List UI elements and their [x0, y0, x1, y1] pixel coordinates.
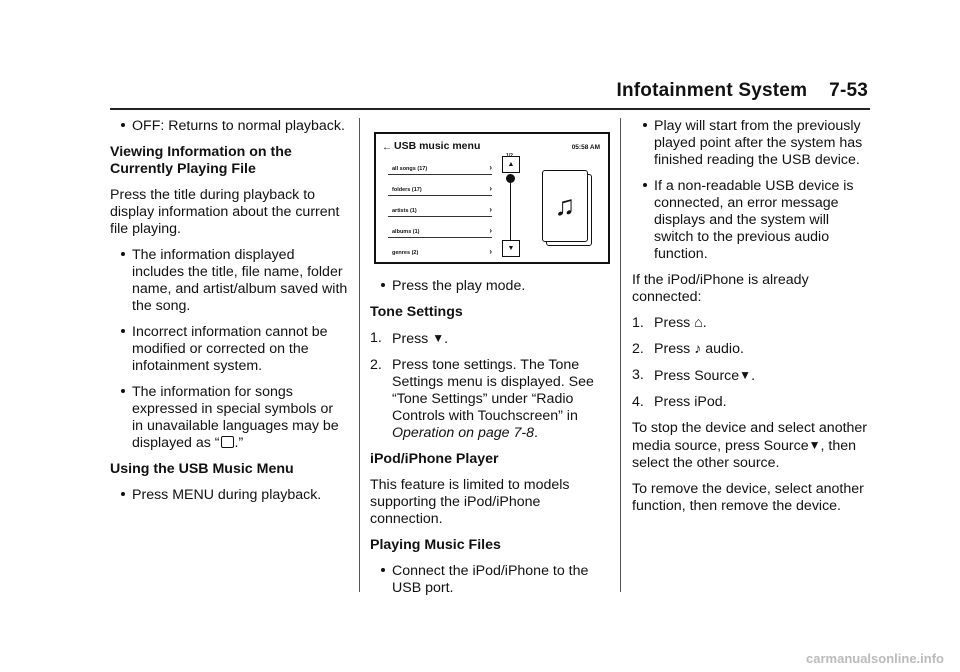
- step-item: [370, 330, 608, 348]
- music-note-icon: ♫: [542, 170, 588, 242]
- paragraph: To remove the device, select another function, then remove the device.: [632, 481, 864, 514]
- down-triangle-icon: ▼: [808, 438, 821, 452]
- header-title: [617, 80, 869, 102]
- step-text-end: .: [751, 368, 756, 384]
- menu-row-label: folders (17): [392, 187, 422, 193]
- step-item: [632, 367, 870, 385]
- paragraph-text-end: , then select the other source.: [632, 438, 857, 471]
- step-item: [632, 315, 870, 332]
- chevron-right-icon: ›: [489, 226, 492, 235]
- step-text-end: audio.: [705, 341, 744, 357]
- step-item: [370, 357, 608, 442]
- home-icon: ⌂: [694, 315, 703, 331]
- menu-row-label: all songs (17): [392, 166, 428, 172]
- step-number: 1.: [632, 315, 644, 331]
- chevron-right-icon: ›: [489, 205, 492, 214]
- step-item: [632, 394, 870, 411]
- bullet-item: If a non-readable USB device is connected, an error message displays and the system will switch to the previous audio function.: [632, 178, 870, 263]
- menu-row-label: genres (2): [392, 250, 419, 256]
- page-indicator: 1/2: [506, 153, 513, 159]
- menu-row-label: artists (1): [392, 208, 417, 214]
- step-number: 4.: [632, 394, 644, 410]
- menu-row-folders: [388, 175, 492, 196]
- down-triangle-icon: ▼: [739, 368, 752, 382]
- bullet-text: The information for songs expressed in special symbols or in unavailable languages may be displayed as “: [132, 384, 339, 451]
- page-number: 7-53: [829, 80, 868, 101]
- subheading: Using the USB Music Menu: [110, 461, 294, 477]
- step-number: 1.: [370, 330, 382, 346]
- step-text: Press: [392, 331, 429, 347]
- chevron-right-icon: ›: [489, 184, 492, 193]
- column-left: [110, 118, 348, 513]
- page-reference: Operation on page 7-8: [392, 425, 534, 441]
- section-title: Infotainment System: [616, 80, 808, 101]
- subheading: Playing Music Files: [370, 537, 501, 553]
- scroll-track: [510, 178, 511, 240]
- step-text: Press: [654, 315, 691, 331]
- menu-row-all-songs: [388, 154, 492, 175]
- menu-row-genres: [388, 238, 492, 258]
- page-header: [110, 78, 870, 110]
- step-text-end: .: [444, 331, 449, 347]
- scroll-thumb: [506, 174, 515, 183]
- subheading: iPod/iPhone Player: [370, 451, 499, 467]
- step-number: 2.: [632, 341, 644, 357]
- step-text: Press iPod.: [654, 394, 727, 410]
- step-text: Press Source: [654, 368, 740, 384]
- paragraph: If the iPod/iPhone is already connected:: [632, 272, 809, 305]
- subheading: Viewing Information on the Currently Playing File: [110, 144, 292, 177]
- bullet-item: Press the play mode.: [370, 278, 608, 295]
- paragraph: [632, 420, 870, 472]
- column-divider: [620, 118, 621, 592]
- step-text: Press tone settings. The Tone Settings menu is displayed. See “Tone Settings” under “Radio Controls with Touchscreen” in: [392, 357, 594, 424]
- menu-row-artists: [388, 196, 492, 217]
- scroll-down-icon: ▼: [502, 240, 520, 257]
- music-note-icon: ♪: [694, 341, 702, 357]
- bullet-item: Press MENU during playback.: [110, 487, 348, 504]
- chevron-right-icon: ›: [489, 247, 492, 256]
- paragraph: Press the title during playback to display information about the current file playing.: [110, 187, 340, 237]
- paragraph: This feature is limited to models supporting the iPod/iPhone connection.: [370, 477, 570, 527]
- menu-row-label: albums (1): [392, 229, 420, 235]
- step-text: Press: [654, 341, 691, 357]
- bullet-item: [110, 384, 348, 452]
- bullet-item: Connect the iPod/iPhone to the USB port.: [370, 563, 608, 597]
- step-number: 3.: [632, 367, 644, 383]
- usb-music-menu-screenshot: [374, 132, 610, 264]
- screen-title: USB music menu: [394, 140, 481, 152]
- back-arrow-icon: ←: [382, 142, 392, 153]
- step-text-end: .: [533, 425, 538, 441]
- chevron-right-icon: ›: [489, 163, 492, 172]
- step-text-end: .: [702, 315, 707, 331]
- step-number: 2.: [370, 357, 382, 373]
- paragraph-text: To stop the device and select another media source, press Source: [632, 420, 868, 454]
- subheading: Tone Settings: [370, 304, 463, 320]
- bullet-item: OFF: Returns to normal playback.: [110, 118, 348, 135]
- watermark: carmanualsonline.info: [806, 651, 944, 666]
- column-divider: [359, 118, 360, 592]
- scroll-up-icon: ▲: [502, 156, 520, 173]
- column-middle: [370, 118, 608, 606]
- bullet-text-end: .”: [234, 435, 244, 451]
- menu-row-albums: [388, 217, 492, 238]
- bullet-item: Play will start from the previously played point after the system has finished reading the USB device.: [632, 118, 870, 169]
- screen-time: 05:58 AM: [571, 144, 600, 151]
- step-item: [632, 341, 870, 358]
- column-right: [632, 118, 870, 524]
- down-triangle-icon: ▼: [432, 331, 445, 345]
- blank-box-icon: [221, 436, 234, 448]
- bullet-item: The information displayed includes the title, file name, folder name, and artist/album saved with the song.: [110, 247, 348, 315]
- bullet-item: Incorrect information cannot be modified or corrected on the infotainment system.: [110, 324, 348, 375]
